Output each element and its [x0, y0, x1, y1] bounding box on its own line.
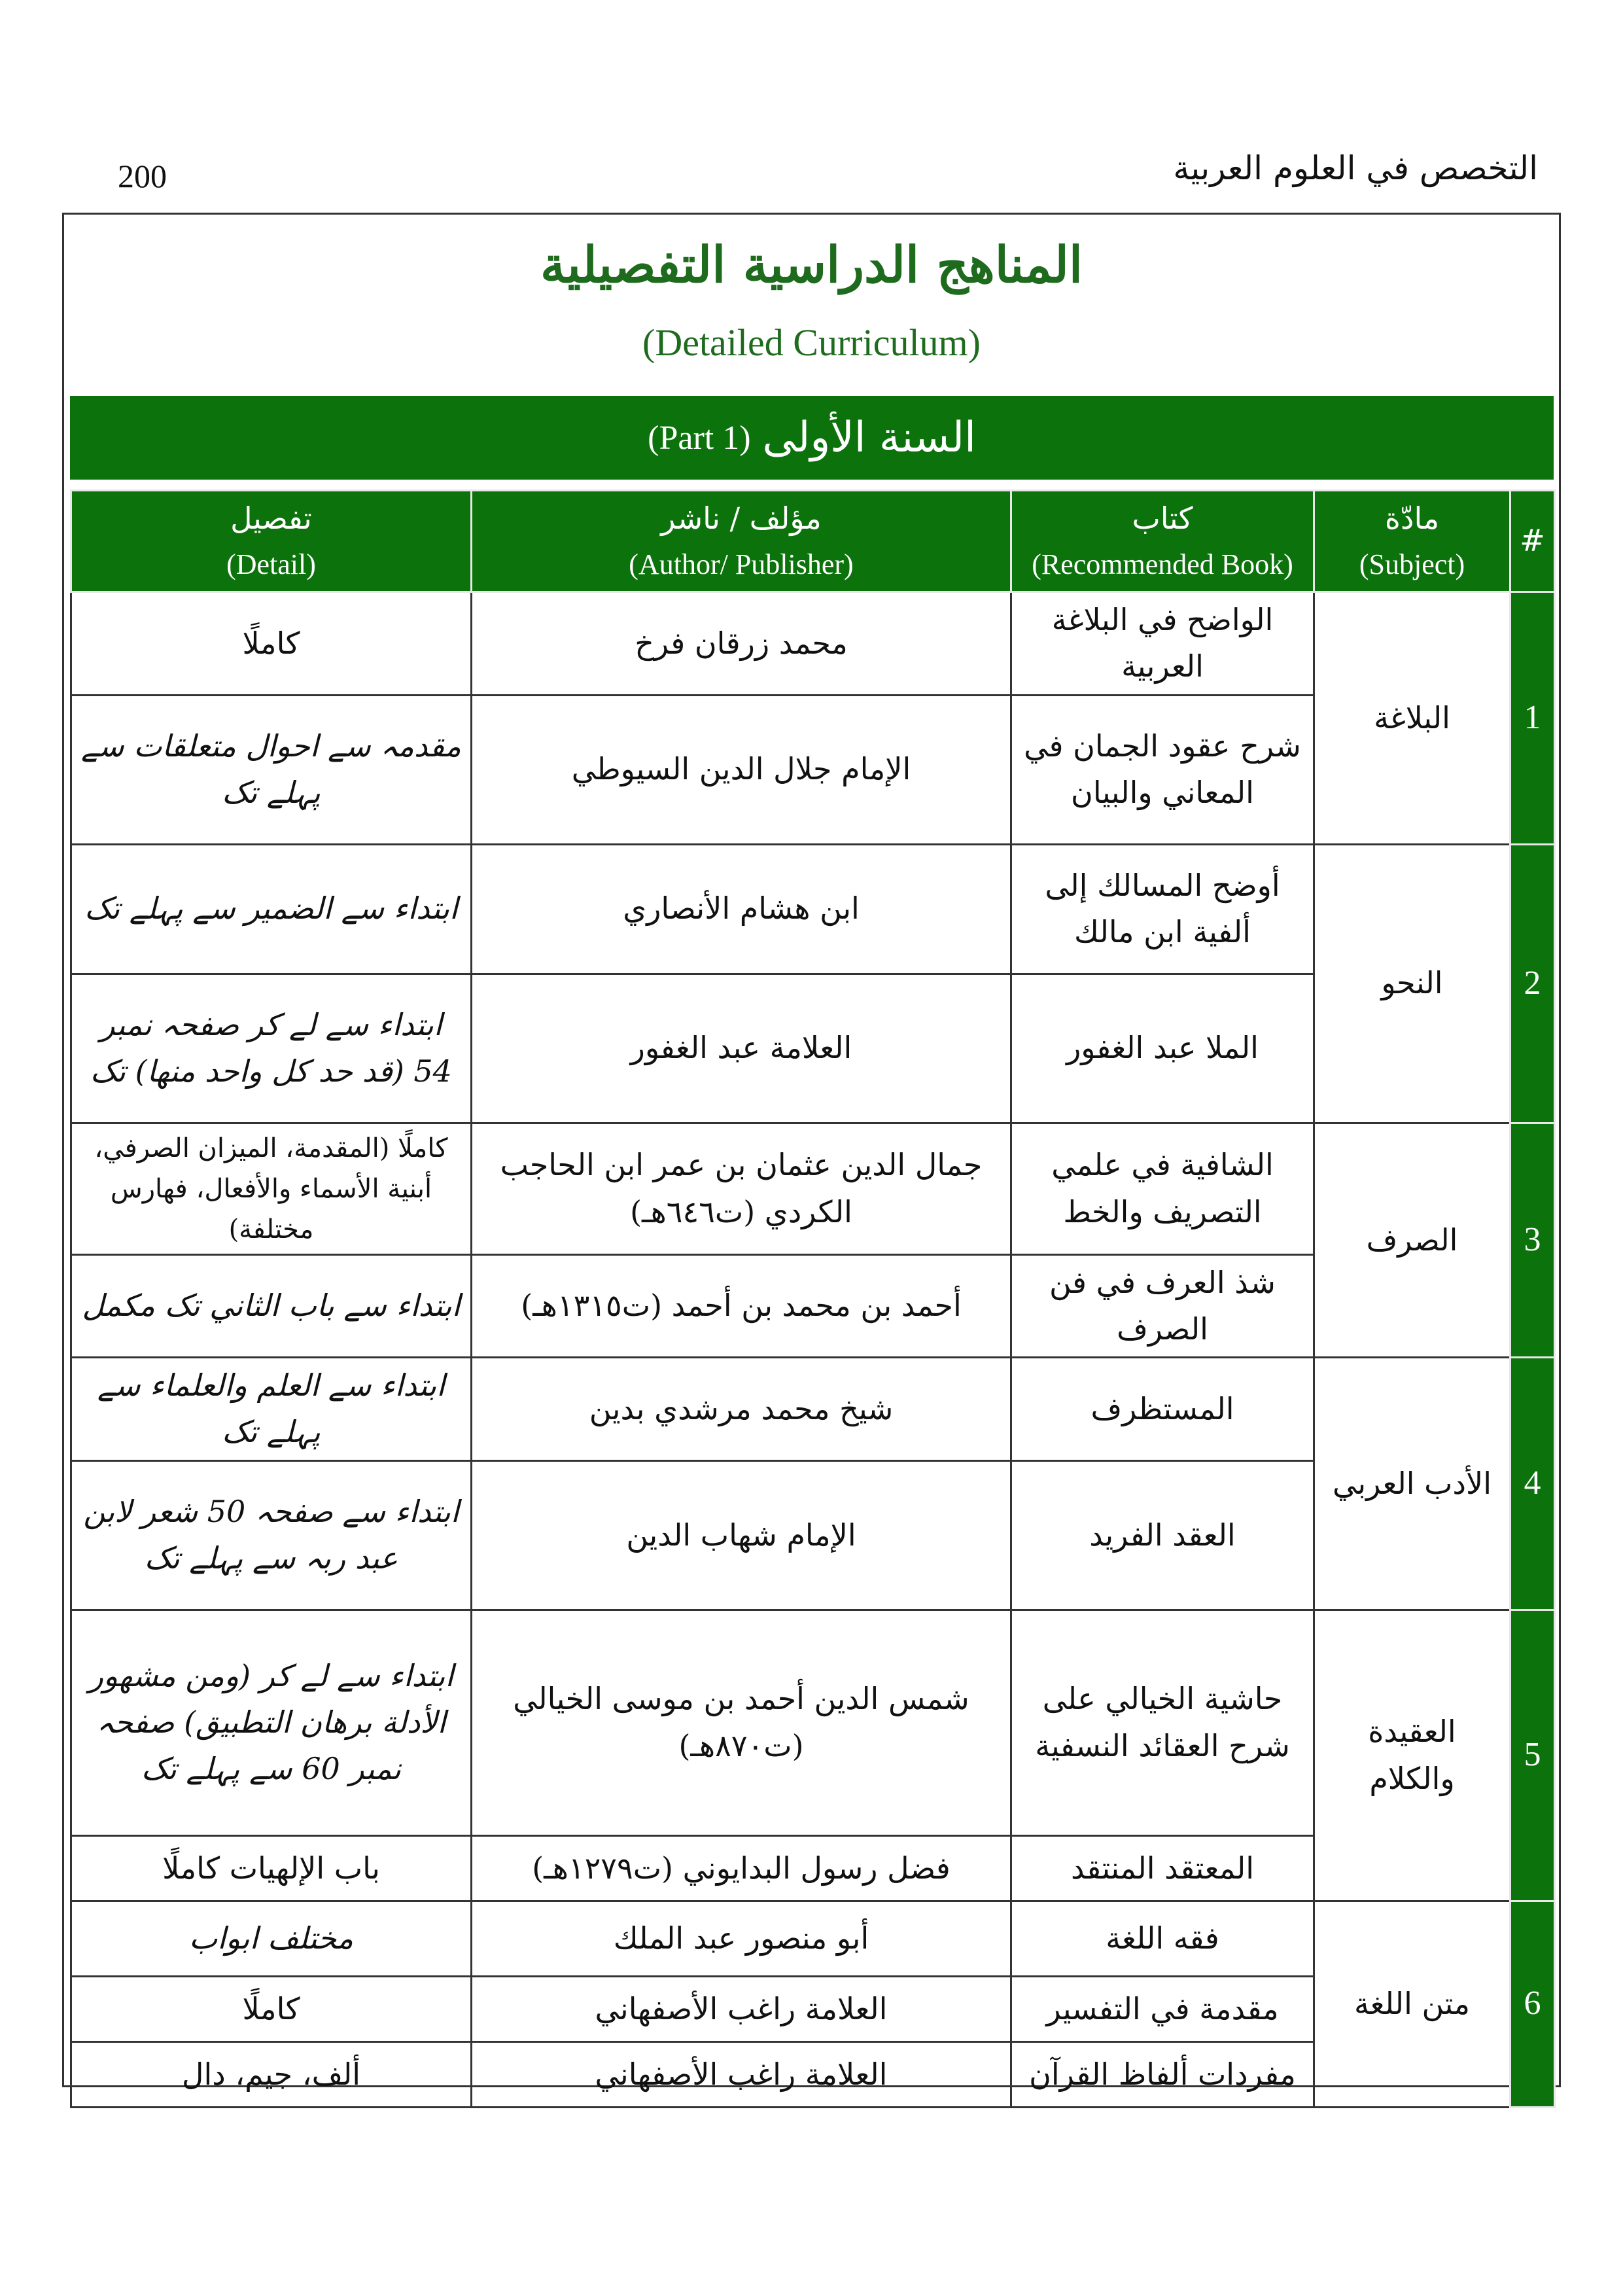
subject-cell: متن اللغة	[1314, 1901, 1510, 2107]
author-cell: فضل رسول البدايوني (ت١٢٧٩هـ)	[472, 1835, 1011, 1901]
book-cell: الملا عبد الغفور	[1011, 974, 1314, 1123]
title-arabic: المناهج الدراسية التفصيلية	[540, 236, 1083, 294]
detail-cell: ابتداء سے العلم والعلماء سے پہلے تک	[71, 1358, 472, 1461]
table-row	[71, 844, 1555, 974]
author-cell: العلامة عبد الغفور	[472, 974, 1011, 1123]
header-detail-en: (Detail)	[226, 548, 316, 580]
year-band-english: (Part 1)	[648, 419, 751, 457]
table-row	[71, 1901, 1555, 1976]
author-cell: العلامة راغب الأصفهاني	[472, 2041, 1011, 2107]
book-cell: مقدمة في التفسير	[1011, 1976, 1314, 2041]
book-cell: شرح عقود الجمان في المعاني والبيان	[1011, 695, 1314, 844]
detail-cell: مقدمہ سے احوال متعلقات سے پہلے تک	[71, 695, 472, 844]
curriculum-table	[70, 489, 1556, 2108]
author-cell: الإمام شهاب الدين	[472, 1460, 1011, 1610]
subject-cell: الصرف	[1314, 1123, 1510, 1358]
book-cell: الشافية في علمي التصريف والخط	[1011, 1123, 1314, 1254]
table-row	[71, 1358, 1555, 1461]
header-num: #	[1510, 491, 1555, 592]
book-cell: أوضح المسالك إلى ألفية ابن مالك	[1011, 844, 1314, 974]
detail-cell: مختلف ابواب	[71, 1901, 472, 1976]
detail-cell: كاملًا	[71, 592, 472, 696]
detail-cell: كاملًا	[71, 1976, 472, 2041]
author-cell: جمال الدين عثمان بن عمر ابن الحاجب الكردي (ت٦٤٦هـ)	[472, 1123, 1011, 1254]
book-cell: حاشية الخيالي على شرح العقائد النسفية	[1011, 1610, 1314, 1835]
header-book	[1011, 491, 1314, 592]
row-number: 1	[1510, 592, 1555, 845]
running-head: التخصص في العلوم العربية	[1173, 149, 1538, 187]
title-english: (Detailed Curriculum)	[642, 321, 981, 364]
author-cell: أحمد بن محمد بن أحمد (ت١٣١٥هـ)	[472, 1254, 1011, 1358]
table-row	[71, 1123, 1555, 1254]
author-cell: الإمام جلال الدين السيوطي	[472, 695, 1011, 844]
header-book-ar: كتاب	[1132, 501, 1193, 537]
table-row	[71, 592, 1555, 696]
row-number: 3	[1510, 1123, 1555, 1358]
author-cell: ابن هشام الأنصاري	[472, 844, 1011, 974]
header-author	[472, 491, 1011, 592]
header-subject-ar: مادّة	[1384, 501, 1440, 537]
subject-cell: العقيدة والكلام	[1314, 1610, 1510, 1901]
book-cell: فقه اللغة	[1011, 1901, 1314, 1976]
row-number: 5	[1510, 1610, 1555, 1901]
book-cell: المعتقد المنتقد	[1011, 1835, 1314, 1901]
book-cell: شذ العرف في فن الصرف	[1011, 1254, 1314, 1358]
author-cell: محمد زرقان فرخ	[472, 592, 1011, 696]
page-number: 200	[118, 158, 167, 194]
subject-cell: الأدب العربي	[1314, 1358, 1510, 1610]
table-header-row	[71, 491, 1555, 592]
author-cell: أبو منصور عبد الملك	[472, 1901, 1011, 1976]
header-subject	[1314, 491, 1510, 592]
detail-cell: ابتداء سے صفحہ 50 شعر لابن عبد ربہ سے پہلے تک	[71, 1460, 472, 1610]
year-band	[70, 396, 1554, 482]
detail-cell: ابتداء سے لے کر صفحہ نمبر 54 (قد حد كل واحد منها) تک	[71, 974, 472, 1123]
author-cell: العلامة راغب الأصفهاني	[472, 1976, 1011, 2041]
row-number: 6	[1510, 1901, 1555, 2107]
header-author-ar: مؤلف / ناشر	[661, 501, 822, 537]
header-detail	[71, 491, 472, 592]
subject-cell: البلاغة	[1314, 592, 1510, 845]
row-number: 2	[1510, 844, 1555, 1123]
detail-cell: ابتداء سے لے کر (ومن مشهور الأدلة برهان التطبيق) صفحہ نمبر 60 سے پہلے تک	[71, 1610, 472, 1835]
book-cell: الواضح في البلاغة العربية	[1011, 592, 1314, 696]
header-author-en: (Author/ Publisher)	[629, 548, 854, 580]
book-cell: مفردات ألفاظ القرآن	[1011, 2041, 1314, 2107]
header-subject-en: (Subject)	[1359, 548, 1465, 580]
detail-cell: ابتداء سے باب الثاني تک مکمل	[71, 1254, 472, 1358]
detail-cell: باب الإلهيات كاملًا	[71, 1835, 472, 1901]
author-cell: شيخ محمد مرشدي بدين	[472, 1358, 1011, 1461]
subject-cell: النحو	[1314, 844, 1510, 1123]
detail-cell: ابتداء سے الضمير سے پہلے تک	[71, 844, 472, 974]
header-detail-ar: تفصيل	[230, 501, 312, 537]
year-band-arabic: السنة الأولى	[762, 414, 976, 462]
book-cell: المستظرف	[1011, 1358, 1314, 1461]
detail-cell: ألف، جيم، دال	[71, 2041, 472, 2107]
author-cell: شمس الدين أحمد بن موسى الخيالي (ت٨٧٠هـ)	[472, 1610, 1011, 1835]
table-row	[71, 1610, 1555, 1835]
row-number: 4	[1510, 1358, 1555, 1610]
book-cell: العقد الفريد	[1011, 1460, 1314, 1610]
detail-cell: كاملًا (المقدمة، الميزان الصرفي، أبنية الأسماء والأفعال، فهارس مختلفة)	[71, 1123, 472, 1254]
header-book-en: (Recommended Book)	[1032, 548, 1293, 580]
